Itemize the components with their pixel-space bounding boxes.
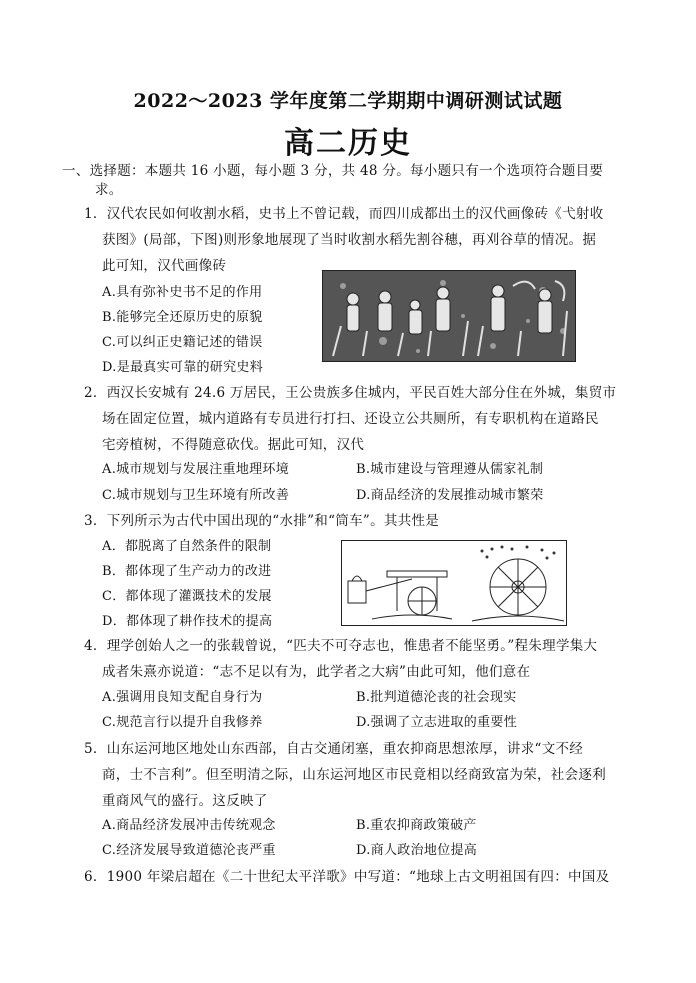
q4-stem-line1: 4．理学创始人之一的张载曾说，“匹夫不可夺志也，惟患者不能坚勇。”程朱理学集大 xyxy=(84,638,598,654)
q4-option-b: B.批判道德沦丧的社会现实 xyxy=(356,690,517,705)
q2-option-c: C.城市规划与卫生环境有所改善 xyxy=(102,488,290,503)
q5-option-d: D.商人政治地位提高 xyxy=(356,843,478,858)
q5-option-a: A.商品经济发展冲击传统观念 xyxy=(102,818,276,833)
q1-stem-line2: 获图》(局部，下图)则形象地展现了当时收割水稻先割谷穗，再刈谷草的情况。据 xyxy=(102,232,597,248)
q4-option-a: A.强调用良知支配自身行为 xyxy=(102,690,263,705)
q3-option-d: D．都体现了耕作技术的提高 xyxy=(102,614,273,629)
q3-stem-line1: 3．下列所示为古代中国出现的“水排”和“筒车”。其共性是 xyxy=(84,513,440,529)
water-machines-image xyxy=(341,540,567,626)
q1-stem-line1: 1．汉代农民如何收割水稻，史书上不曾记载，而四川成都出土的汉代画像砖《弋射收 xyxy=(84,206,604,222)
q3-option-c: C．都体现了灌溉技术的发展 xyxy=(102,589,272,604)
q2-stem-line1: 2．西汉长安城有 24.6 万居民，王公贵族多住城内，平民百姓大部分住在外城，集贸市 xyxy=(84,385,617,401)
q1-option-b: B.能够完全还原历史的原貌 xyxy=(102,310,263,325)
han-brick-relief-image xyxy=(322,270,576,362)
q3-option-b: B．都体现了生产动力的改进 xyxy=(102,564,272,579)
q4-option-d: D.强调了立志进取的重要性 xyxy=(356,715,517,730)
q6-stem-line1: 6．1900 年梁启超在《二十世纪太平洋歌》中写道：“地球上古文明祖国有四：中国及 xyxy=(84,869,610,885)
subject-title: 高二历史 xyxy=(284,126,412,161)
q2-stem-line3: 宅旁植树，不得随意砍伐。据此可知，汉代 xyxy=(102,437,365,453)
q2-stem-line2: 场在固定位置，城内道路有专员进行打扫、还设立公共厕所，有专职机构在道路民 xyxy=(102,411,599,427)
exam-title: 2022～2023 学年度第二学期期中调研测试试题 xyxy=(133,90,563,112)
q5-stem-line2: 商，士不言利”。但至明清之际，山东运河地区市民竟相以经商致富为荣，社会逐利 xyxy=(102,767,607,783)
q5-stem-line1: 5．山东运河地区地处山东西部，自古交通闭塞，重农抑商思想浓厚，讲求“文不经 xyxy=(84,741,584,757)
q1-option-d: D.是最真实可靠的研究史料 xyxy=(102,360,263,375)
q2-option-d: D.商品经济的发展推动城市繁荣 xyxy=(356,488,544,503)
q5-option-c: C.经济发展导致道德沦丧严重 xyxy=(102,843,276,858)
q4-option-c: C.规范言行以提升自我修养 xyxy=(102,715,263,730)
q4-stem-line2: 成者朱熹亦说道：“志不足以有为，此学者之大病”由此可知，他们意在 xyxy=(102,664,531,680)
q5-option-b: B.重农抑商政策破产 xyxy=(356,818,477,833)
section-heading-line1: 一、选择题：本题共 16 小题，每小题 3 分，共 48 分。每小题只有一个选项符合题目要 xyxy=(62,163,604,179)
q1-stem-line3: 此可知，汉代画像砖 xyxy=(102,258,227,274)
q1-option-c: C.可以纠正史籍记述的错误 xyxy=(102,335,263,350)
q2-option-a: A.城市规划与发展注重地理环境 xyxy=(102,462,290,477)
q3-option-a: A．都脱离了自然条件的限制 xyxy=(102,539,272,554)
q5-stem-line3: 重商风气的盛行。这反映了 xyxy=(102,793,268,809)
q2-option-b: B.城市建设与管理遵从儒家礼制 xyxy=(356,462,544,477)
q1-option-a: A.具有弥补史书不足的作用 xyxy=(102,285,263,300)
section-heading-line2: 求。 xyxy=(95,182,123,198)
